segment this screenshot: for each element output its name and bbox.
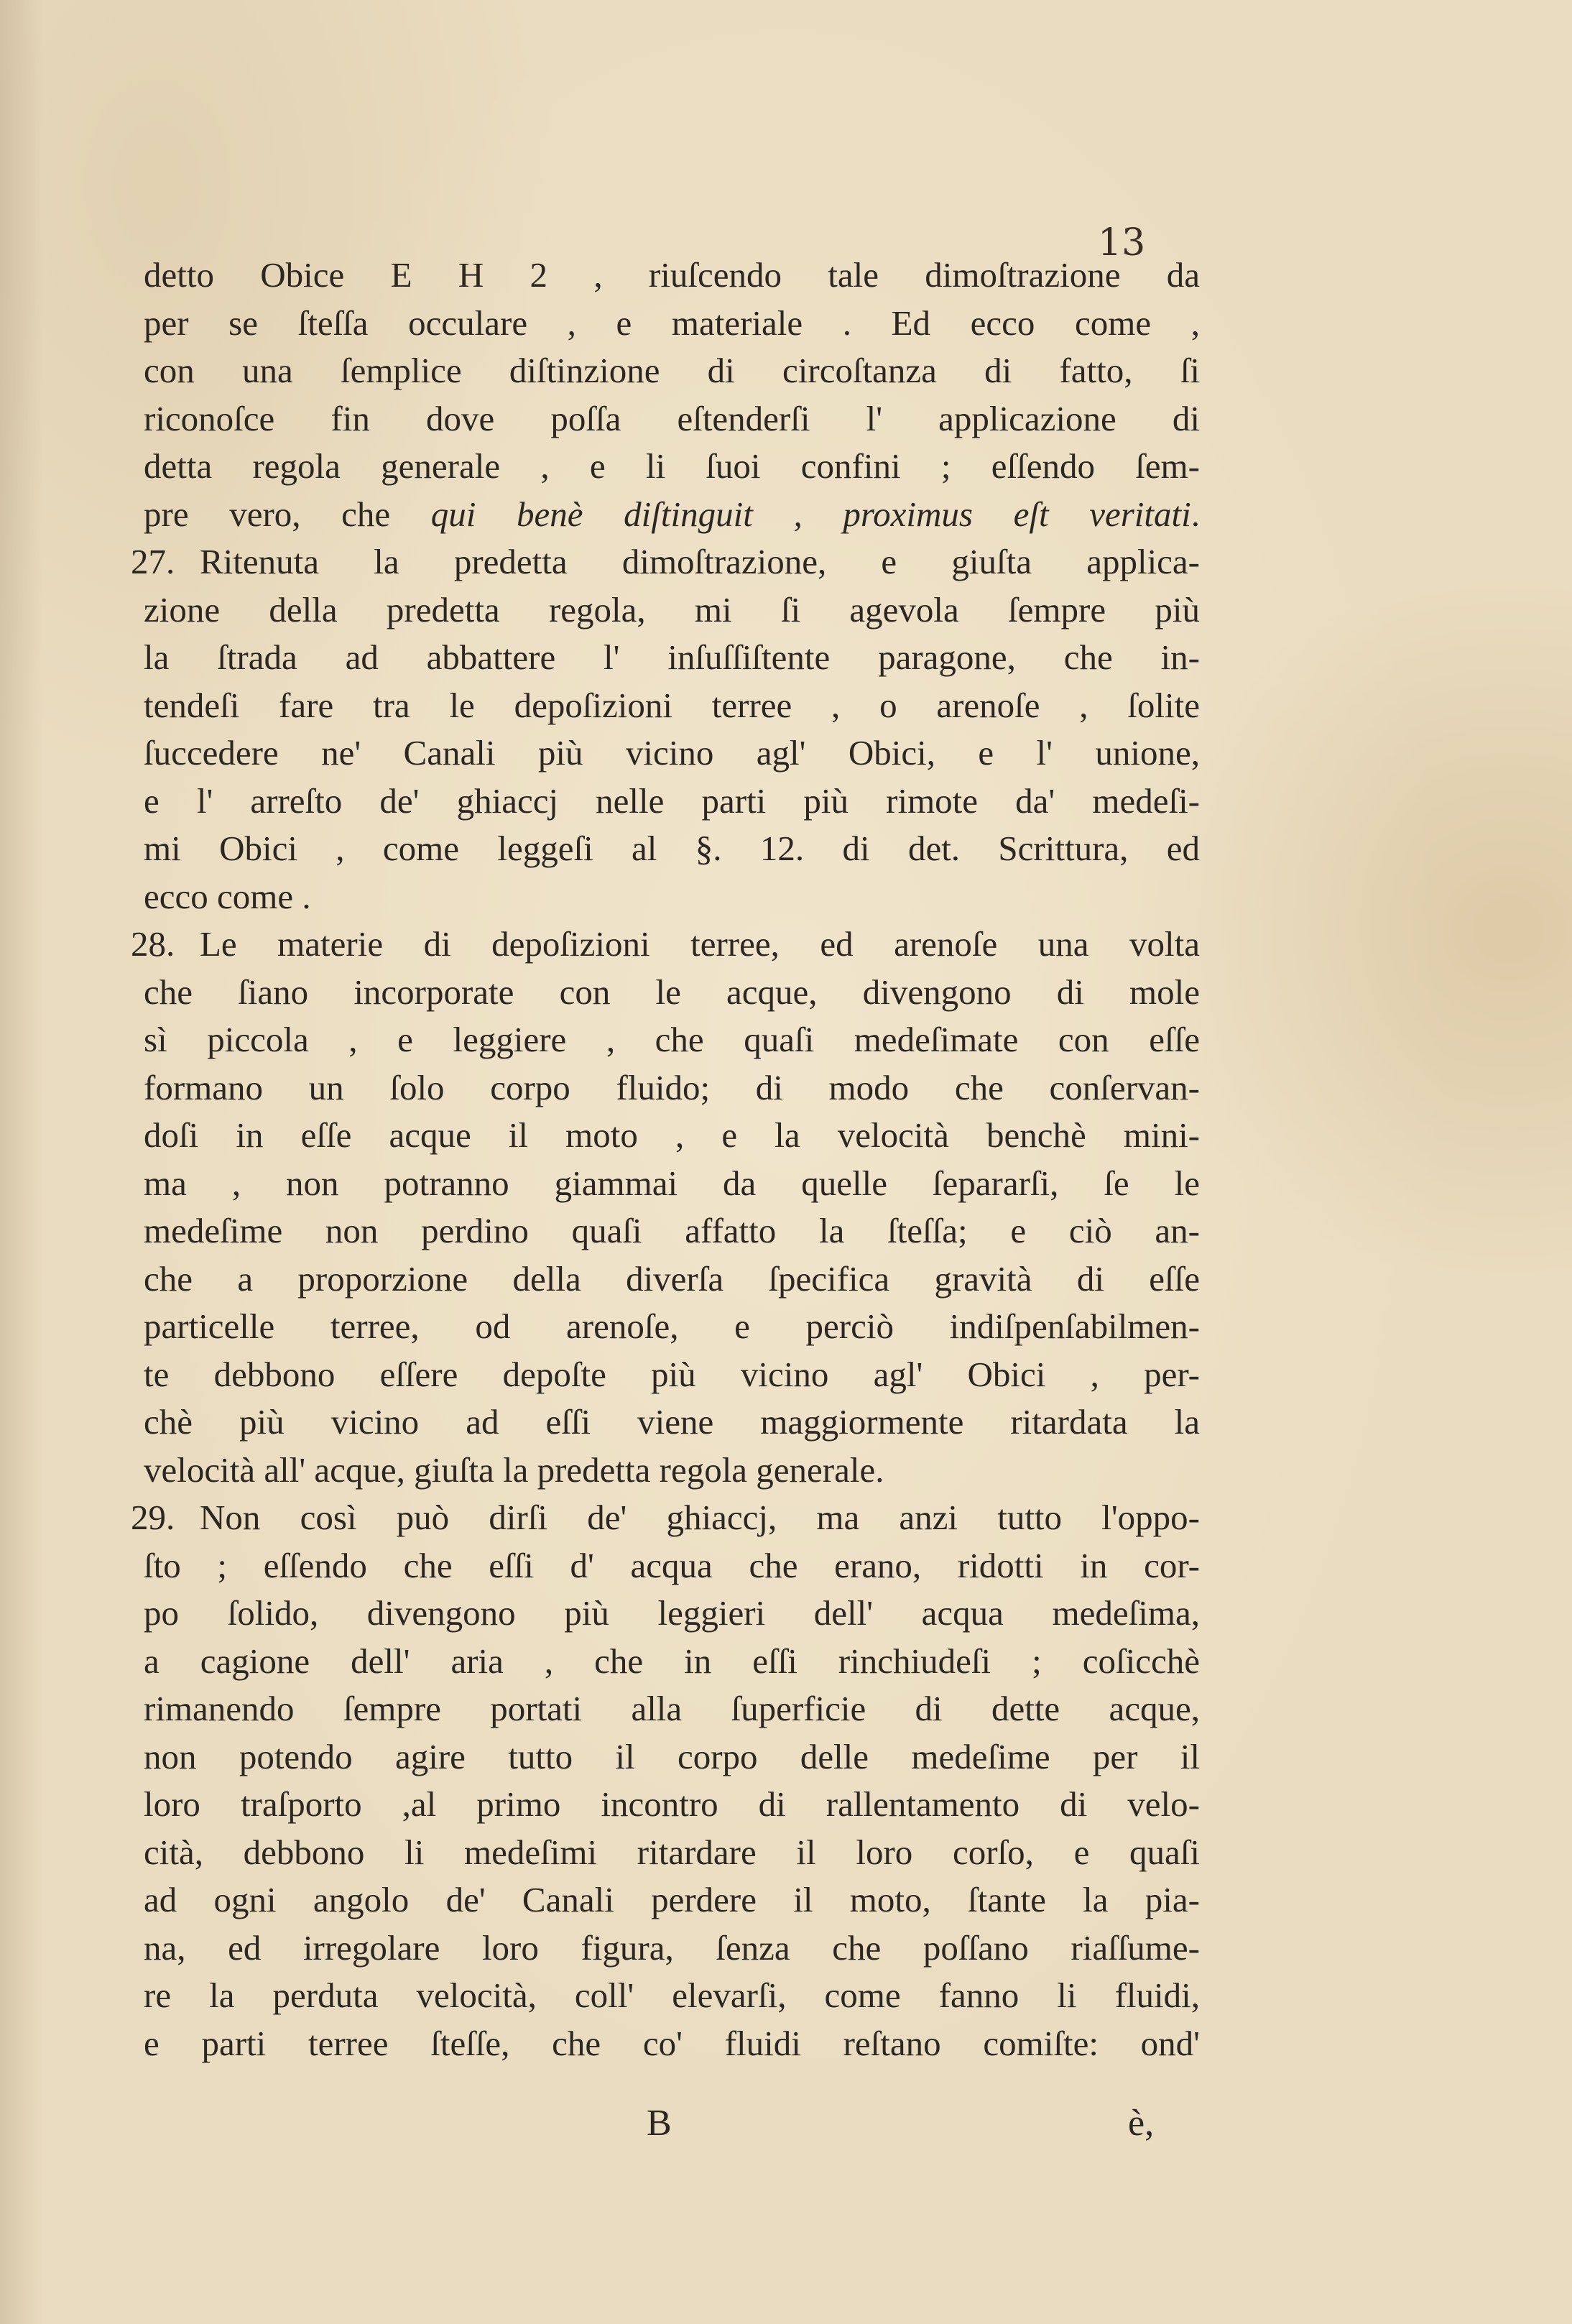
paragraph-number: 27.: [131, 542, 175, 581]
text-line: non potendo agire tutto il corpo delle medeſime per il: [144, 1736, 1200, 1776]
paragraph-start: 28. Le materie di depoſizioni terree, ed arenoſe una volta: [144, 921, 1200, 969]
text-line: e parti terree ſteſſe, che co' fluidi reſtano comiſte: ond': [144, 2023, 1200, 2063]
latin-quote: qui benè diſtinguit , proximus eſt veritati: [430, 494, 1191, 534]
text-line: formano un ſolo corpo fluido; di modo che conſervan-: [144, 1067, 1200, 1107]
catchword: è,: [1128, 2103, 1155, 2144]
text-line: pre vero, che qui benè diſtinguit , proximus eſt veritati.: [144, 494, 1200, 534]
text-line: po ſolido, divengono più leggieri dell' acqua medeſima,: [144, 1593, 1200, 1633]
text-line: re la perduta velocità, coll' elevarſi, come fanno li fluidi,: [144, 1975, 1200, 2015]
text-line: che ſiano incorporate con le acque, divengono di mole: [144, 972, 1200, 1012]
text-line: cità, debbono li medeſimi ritardare il loro corſo, e quaſi: [144, 1832, 1200, 1872]
text-line: ma , non potranno giammai da quelle ſepararſi, ſe le: [144, 1163, 1200, 1203]
paragraph-start: 27. Ritenuta la predetta dimoſtrazione, e giuſta applica-: [144, 538, 1200, 586]
text-line: ad ogni angolo de' Canali perdere il moto, ſtante la pia-: [144, 1880, 1200, 1919]
text-line: medeſime non perdino quaſi affatto la ſteſſa; e ciò an-: [144, 1211, 1200, 1250]
text-line: con una ſemplice diſtinzione di circoſtanza di fatto, ſi: [144, 351, 1200, 390]
text-line: rimanendo ſempre portati alla ſuperficie di dette acque,: [144, 1689, 1200, 1728]
text-line: te debbono eſſere depoſte più vicino agl' Obici , per-: [144, 1354, 1200, 1394]
text-line: la ſtrada ad abbattere l' inſuſſiſtente paragone, che in-: [144, 637, 1200, 677]
page-footer: [0, 2102, 1572, 2159]
text-line: ecco come .: [144, 876, 311, 916]
text-line: a cagione dell' aria , che in eſſi rinchiudeſi ; coſicchè: [144, 1641, 1200, 1681]
text-line: na, ed irregolare loro figura, ſenza che poſſano riaſſume-: [144, 1927, 1200, 1968]
text-line: detta regola generale , e li ſuoi confini ; eſſendo ſem-: [144, 446, 1200, 486]
paragraph-number: 28.: [131, 924, 175, 964]
text-line: zione della predetta regola, mi ſi agevola ſempre più: [144, 589, 1200, 630]
paragraph-start: 29. Non così può dirſi de' ghiaccj, ma anzi tutto l'oppo-: [144, 1494, 1200, 1542]
gutter-shadow: [0, 0, 43, 2324]
page-number: 13: [1098, 221, 1146, 264]
text-line: che a proporzione della diverſa ſpecifica gravità di eſſe: [144, 1258, 1200, 1299]
text-line: detto Obice E H 2 , riuſcendo tale dimoſtrazione da: [144, 255, 1200, 295]
body-text: [131, 252, 1200, 2067]
paragraph-number: 29.: [131, 1498, 175, 1537]
text-line: sì piccola , e leggiere , che quaſi medeſimate con eſſe: [144, 1020, 1200, 1059]
text-line: particelle terree, od arenoſe, e perciò indiſpenſabilmen-: [144, 1306, 1200, 1346]
text-line: mi Obici , come leggeſi al §. 12. di det. Scrittura, ed: [144, 829, 1200, 868]
text-line: e l' arreſto de' ghiaccj nelle parti più rimote da' medeſi-: [144, 780, 1200, 821]
text-line: chè più vicino ad eſſi viene maggiormente ritardata la: [144, 1402, 1200, 1442]
text-line: ſto ; eſſendo che eſſi d' acqua che erano, ridotti in cor-: [144, 1545, 1200, 1585]
text-line: loro traſporto ,al primo incontro di rallentamento di velo-: [144, 1784, 1200, 1824]
text-line: riconoſce fin dove poſſa eſtenderſi l' applicazione di: [144, 398, 1200, 438]
text-line: ſuccedere ne' Canali più vicino agl' Obici, e l' unione,: [144, 733, 1200, 773]
text-line: doſi in eſſe acque il moto , e la velocità benchè mini-: [144, 1115, 1200, 1155]
text-line: tendeſi fare tra le depoſizioni terree , o arenoſe , ſolite: [144, 685, 1200, 725]
text-line: per se ſteſſa occulare , e materiale . Ed ecco come ,: [144, 303, 1200, 343]
signature-mark: B: [647, 2103, 672, 2144]
text-line: velocità all' acque, giuſta la predetta regola generale.: [144, 1449, 884, 1490]
